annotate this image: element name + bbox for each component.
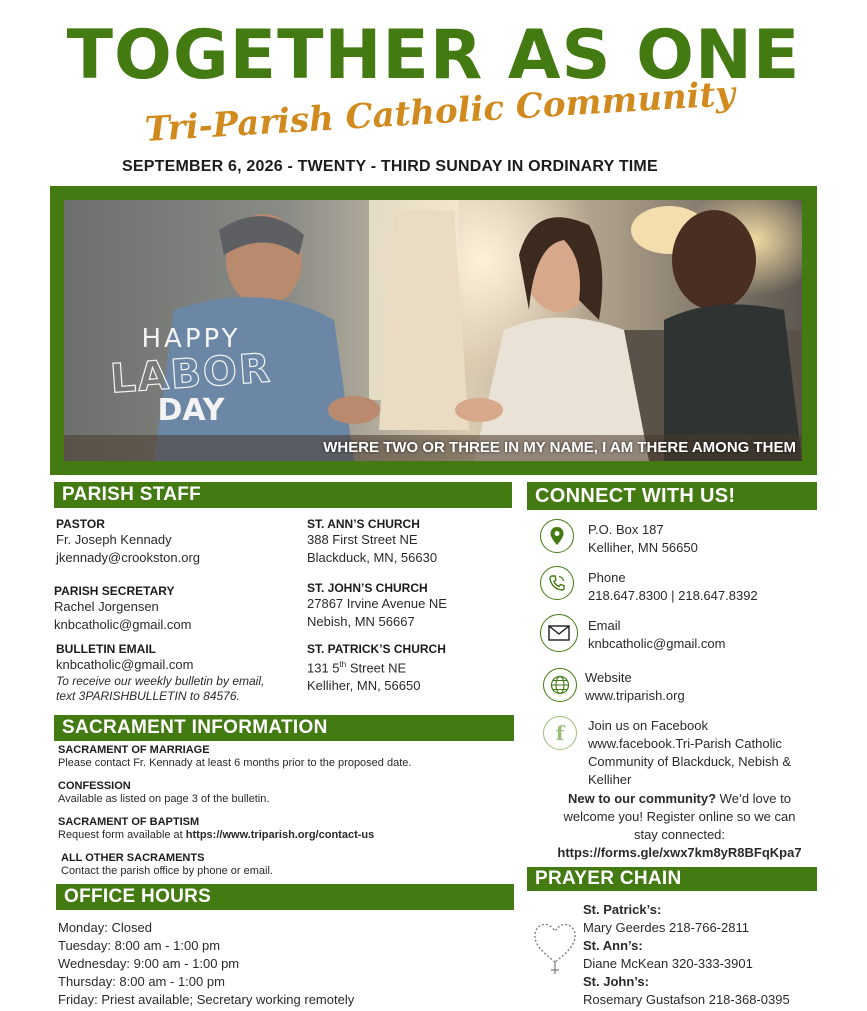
secretary-email[interactable]: knbcatholic@gmail.com: [54, 617, 192, 632]
globe-icon: [543, 668, 577, 702]
page-subtitle: Tri-Parish Catholic Community: [143, 73, 737, 151]
other-sacraments-label: ALL OTHER SACRAMENTS: [61, 852, 205, 864]
prayer-chain-list: [583, 901, 790, 1009]
sacrament-heading: SACRAMENT INFORMATION: [54, 715, 514, 741]
office-hours-heading: OFFICE HOURS: [56, 884, 514, 910]
phone-icon: [540, 566, 574, 600]
marriage-text: Please contact Fr. Kennady at least 6 months prior to the proposed date.: [58, 757, 412, 769]
st-patrick-line1: [307, 656, 446, 677]
office-hours-line: Tuesday: 8:00 am - 1:00 pm: [58, 938, 221, 953]
parish-staff-heading: PARISH STAFF: [54, 482, 512, 508]
prayer-chain-parish: St. John’s:: [583, 974, 649, 989]
facebook-line3: Kelliher: [588, 772, 632, 787]
office-hours-line: Friday: Priest available; Secretary working remotely: [58, 992, 355, 1007]
prayer-chain-contact: Rosemary Gustafson 218-368-0395: [583, 992, 790, 1007]
email-block: [588, 617, 725, 653]
st-patrick-block: [307, 642, 446, 695]
baptism-block: [58, 816, 374, 843]
prayer-chain-parish: St. Patrick’s:: [583, 902, 662, 917]
st-john-line1: 27867 Irvine Avenue NE: [307, 596, 447, 611]
welcome-line1: [527, 790, 832, 808]
welcome-rest: We’d love to: [716, 791, 791, 806]
office-hours-line: Wednesday: 9:00 am - 1:00 pm: [58, 956, 240, 971]
other-sacraments-text: Contact the parish office by phone or email.: [61, 865, 273, 877]
facebook-label: Join us on Facebook: [588, 718, 708, 733]
address-line2: Kelliher, MN 56650: [588, 540, 698, 555]
location-pin-icon: [540, 519, 574, 553]
secretary-block: [54, 584, 191, 634]
prayer-chain-heading: PRAYER CHAIN: [527, 867, 817, 891]
st-john-line2: Nebish, MN 56667: [307, 614, 415, 629]
email-value[interactable]: knbcatholic@gmail.com: [588, 636, 726, 651]
connect-heading: CONNECT WITH US!: [527, 482, 817, 510]
prayer-chain-contact: Mary Geerdes 218-766-2811: [583, 920, 749, 935]
office-hours-list: [58, 919, 354, 1009]
st-john-label: ST. JOHN’S CHURCH: [307, 581, 428, 595]
pastor-name: Fr. Joseph Kennady: [56, 532, 172, 547]
office-hours-line: Thursday: 8:00 am - 1:00 pm: [58, 974, 225, 989]
facebook-block: [588, 717, 791, 789]
pastor-email[interactable]: jkennady@crookston.org: [56, 550, 200, 565]
baptism-label: SACRAMENT OF BAPTISM: [58, 816, 200, 828]
hero-photo: [64, 200, 802, 461]
welcome-block: [527, 790, 832, 862]
labor-day-day: DAY: [157, 393, 225, 428]
st-patrick-street-rest: Street NE: [346, 660, 407, 676]
welcome-bold: New to our community?: [568, 791, 717, 806]
email-label: Email: [588, 618, 621, 633]
welcome-line2: welcome you! Register online so we can: [563, 809, 796, 824]
page-title: TOGETHER AS ONE: [66, 16, 801, 95]
pastor-label: PASTOR: [56, 517, 105, 531]
baptism-text-prefix: Request form available at: [58, 829, 186, 841]
marriage-block: [58, 744, 411, 771]
labor-day-labor: LABOR: [108, 345, 274, 403]
photo-caption: WHERE TWO OR THREE IN MY NAME, I AM THERE AMONG THEM: [323, 439, 796, 456]
st-john-block: [307, 581, 447, 631]
prayer-chain-contact: Diane McKean 320-333-3901: [583, 956, 753, 971]
phone-value[interactable]: 218.647.8300 | 218.647.8392: [588, 588, 758, 603]
bulletin-label: BULLETIN EMAIL: [56, 642, 156, 656]
st-patrick-label: ST. PATRICK’S CHURCH: [307, 642, 446, 656]
bulletin-note-line1: To receive our weekly bulletin by email,: [56, 674, 265, 688]
address-block: [588, 521, 698, 557]
confession-block: [58, 780, 269, 807]
welcome-link[interactable]: https://forms.gle/xwx7km8yR8BFqKpa7: [557, 845, 802, 860]
website-label: Website: [585, 670, 632, 685]
rosary-heart-icon: [532, 918, 578, 985]
st-patrick-street-num: 131 5: [307, 660, 340, 676]
baptism-link[interactable]: https://www.triparish.org/contact-us: [185, 829, 375, 841]
st-ann-label: ST. ANN’S CHURCH: [307, 517, 420, 531]
facebook-line1[interactable]: www.facebook.Tri-Parish Catholic: [588, 736, 782, 751]
st-patrick-street-sup: th: [339, 660, 347, 669]
website-value[interactable]: www.triparish.org: [585, 688, 685, 703]
facebook-line2: Community of Blackduck, Nebish &: [588, 754, 792, 769]
bulletin-email[interactable]: knbcatholic@gmail.com: [56, 657, 194, 672]
prayer-chain-parish: St. Ann’s:: [583, 938, 643, 953]
baptism-text: [58, 828, 374, 843]
phone-label: Phone: [588, 570, 626, 585]
facebook-icon: f: [543, 716, 577, 750]
bulletin-block: [56, 642, 264, 704]
office-hours-line: Monday: Closed: [58, 920, 152, 935]
phone-block: [588, 569, 758, 605]
labor-day-happy: HAPPY: [141, 324, 241, 354]
secretary-label: PARISH SECRETARY: [54, 584, 175, 598]
bulletin-note-line2: text 3PARISHBULLETIN to 84576.: [56, 689, 240, 703]
hero-photo-frame: [50, 186, 817, 475]
secretary-name: Rachel Jorgensen: [54, 599, 159, 614]
st-patrick-line2: Kelliher, MN, 56650: [307, 678, 421, 694]
website-block: [585, 669, 685, 705]
st-ann-line1: 388 First Street NE: [307, 532, 418, 547]
st-ann-line2: Blackduck, MN, 56630: [307, 550, 438, 565]
address-line1: P.O. Box 187: [588, 522, 664, 537]
dateline: SEPTEMBER 6, 2026 - TWENTY - THIRD SUNDAY IN ORDINARY TIME: [122, 158, 658, 175]
labor-day-overlay: [106, 324, 276, 427]
pastor-block: [56, 517, 200, 567]
envelope-icon: [540, 614, 578, 652]
st-ann-block: [307, 517, 437, 567]
confession-label: CONFESSION: [58, 780, 131, 792]
confession-text: Available as listed on page 3 of the bulletin.: [58, 793, 270, 805]
welcome-line3: stay connected:: [633, 827, 726, 842]
other-sacraments-block: [61, 852, 273, 879]
marriage-label: SACRAMENT OF MARRIAGE: [58, 744, 210, 756]
